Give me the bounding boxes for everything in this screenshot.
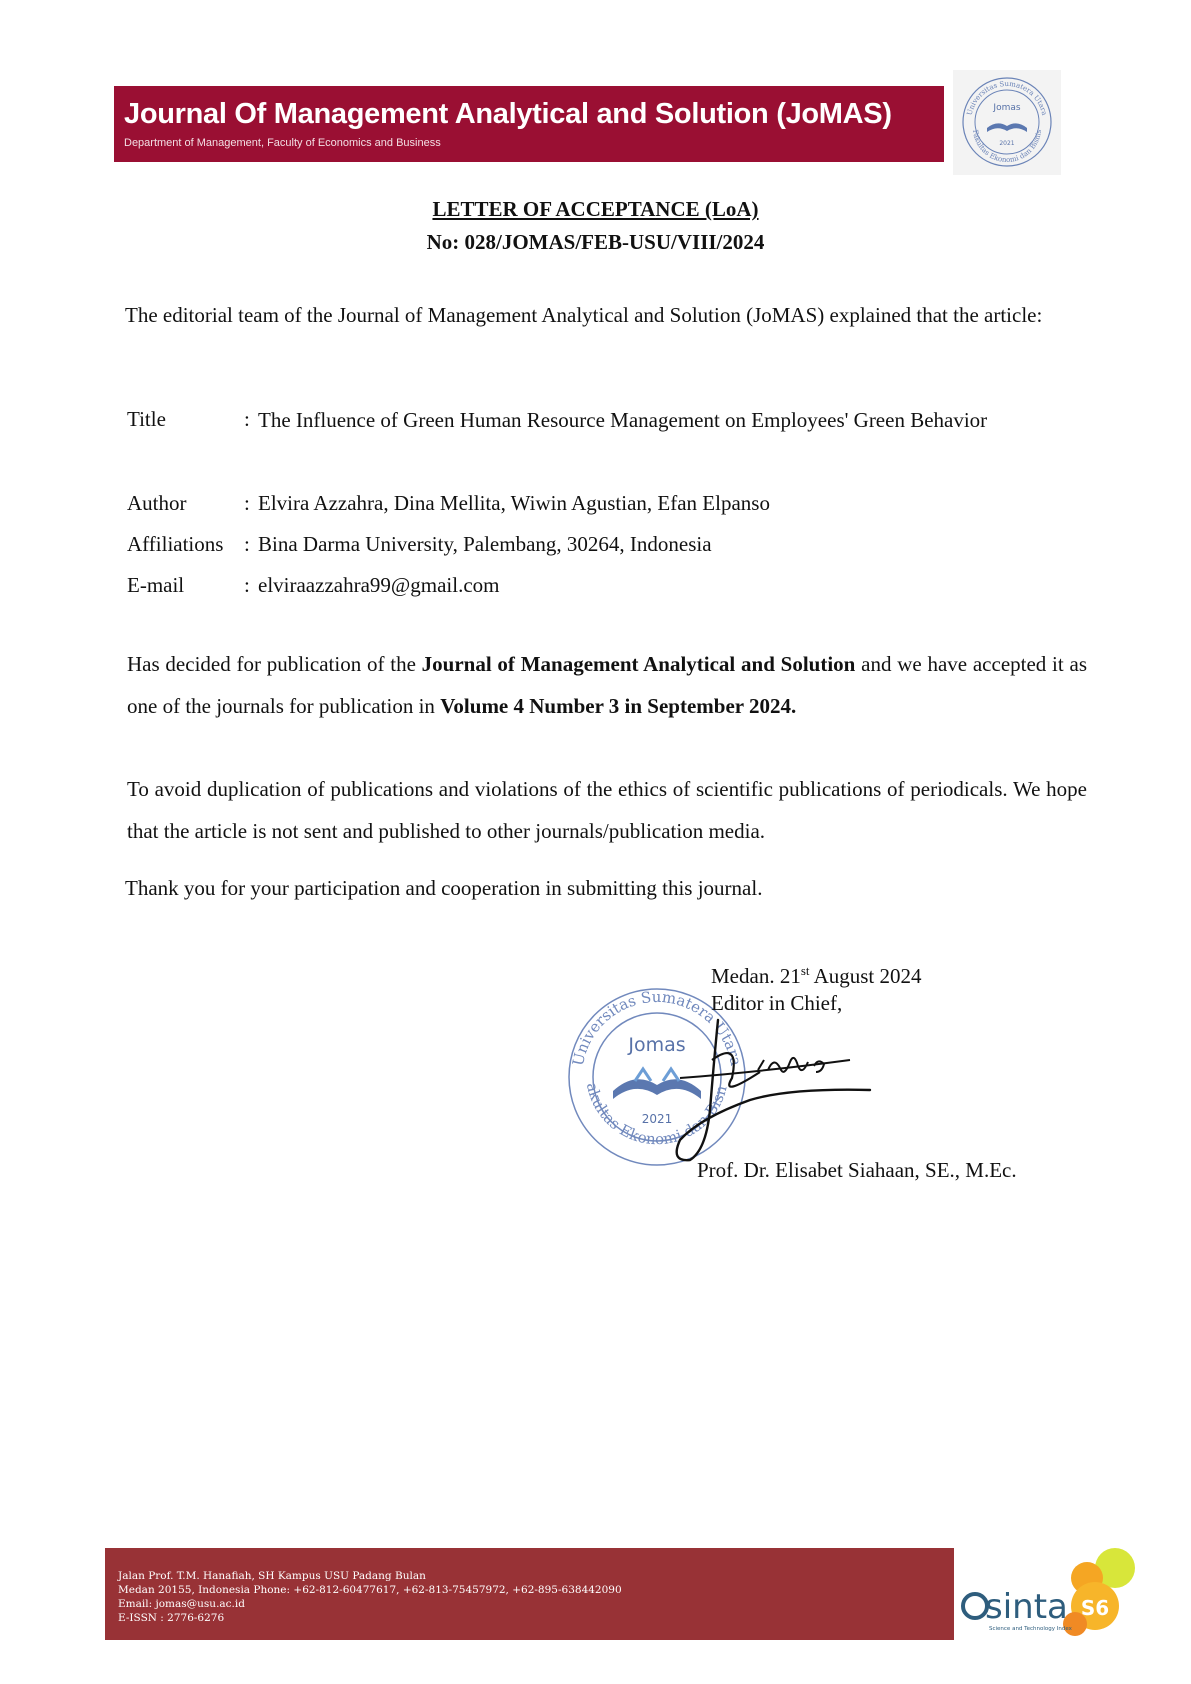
logo-text: Jomas	[993, 103, 1021, 113]
logo-ring-bottom: Fakultas Ekonomi dan Bisnis	[970, 129, 1043, 165]
decision-text-a: Has decided for publication of the	[127, 652, 422, 676]
volume-bold: Volume 4 Number 3 in September 2024.	[440, 694, 797, 718]
field-label: E-mail	[127, 573, 185, 597]
decision-text-c: and we have accepted it as one of the journals for publication in	[127, 652, 1087, 718]
field-label: Author	[127, 491, 187, 515]
field-email-row	[127, 565, 1087, 606]
logo-ring-top: Universitas Sumatera Utara	[965, 79, 1049, 117]
journal-title: Journal Of Management Analytical and Solution (JoMAS)	[124, 98, 892, 130]
sinta-tagline: Science and Technology Index	[989, 1626, 1072, 1632]
stamp-year: 2021	[641, 1112, 673, 1126]
journal-name-bold: Journal of Management Analytical and Solution	[421, 652, 856, 676]
ethics-paragraph: To avoid duplication of publications and violations of the ethics of scientific publications of periodicals. We hope that the article is not sent and published to other journals/publication media.	[127, 777, 1087, 843]
sinta-wordmark: sinta	[985, 1587, 1068, 1627]
email-value: elviraazzahra99@gmail.com	[258, 573, 500, 597]
footer-line: Email: jomas@usu.ac.id	[118, 1598, 245, 1610]
field-colon: :	[244, 573, 250, 597]
date-prefix: Medan. 21	[711, 964, 801, 988]
intro-paragraph: The editorial team of the Journal of Management Analytical and Solution (JoMAS) explained that the article:	[125, 303, 1043, 327]
sinta-rank: S6	[1080, 1596, 1110, 1620]
article-details	[127, 399, 1087, 606]
letter-number: No: 028/JOMAS/FEB-USU/VIII/2024	[426, 230, 765, 254]
letter-date	[711, 963, 922, 989]
letter-title: LETTER OF ACCEPTANCE (LoA)	[432, 197, 759, 221]
field-colon: :	[244, 532, 250, 556]
jomas-logo-icon	[953, 70, 1061, 175]
sinta-logo	[955, 1538, 1145, 1648]
journal-banner	[114, 86, 944, 162]
footer-line: Jalan Prof. T.M. Hanafiah, SH Kampus USU Padang Bulan	[118, 1570, 426, 1582]
journal-department: Department of Management, Faculty of Economics and Business	[124, 137, 441, 149]
editor-role: Editor in Chief,	[711, 991, 843, 1015]
field-affiliations-row	[127, 524, 1087, 565]
author-value: Elvira Azzahra, Dina Mellita, Wiwin Agustian, Efan Elpanso	[258, 491, 770, 515]
field-title-row	[127, 399, 1087, 483]
sinta-icon	[955, 1538, 1145, 1648]
field-label: Affiliations	[127, 532, 224, 556]
decision-paragraph	[127, 643, 1087, 727]
jomas-logo	[953, 70, 1061, 175]
field-author-row	[127, 483, 1087, 524]
field-colon: :	[244, 407, 250, 431]
affiliations-value: Bina Darma University, Palembang, 30264, Indonesia	[258, 532, 712, 556]
stamp-jomas: Jomas	[628, 1034, 686, 1056]
date-sup: st	[800, 963, 810, 978]
signer-name: Prof. Dr. Elisabet Siahaan, SE., M.Ec.	[697, 1158, 1017, 1182]
footer-bar	[105, 1548, 954, 1640]
date-suffix: August 2024	[809, 964, 922, 988]
article-title-value: The Influence of Green Human Resource Management on Employees' Green Behavior	[258, 408, 988, 432]
signature-icon	[640, 1000, 880, 1170]
footer-line: E-ISSN : 2776-6276	[118, 1612, 225, 1624]
footer-address	[118, 1569, 622, 1625]
handwritten-signature	[640, 1000, 880, 1170]
field-colon: :	[244, 491, 250, 515]
stamp-ring-top: Universitas Sumatera Utara	[568, 987, 746, 1068]
footer-line: Medan 20155, Indonesia Phone: +62-812-60477617, +62-813-75457972, +62-895-638442090	[118, 1584, 622, 1596]
thanks-line: Thank you for your participation and cooperation in submitting this journal.	[125, 876, 763, 900]
field-label: Title	[127, 407, 166, 431]
logo-year: 2021	[999, 140, 1015, 147]
stamp-ring-bottom: akultas Ekonomi dan Bisn	[582, 1080, 731, 1149]
